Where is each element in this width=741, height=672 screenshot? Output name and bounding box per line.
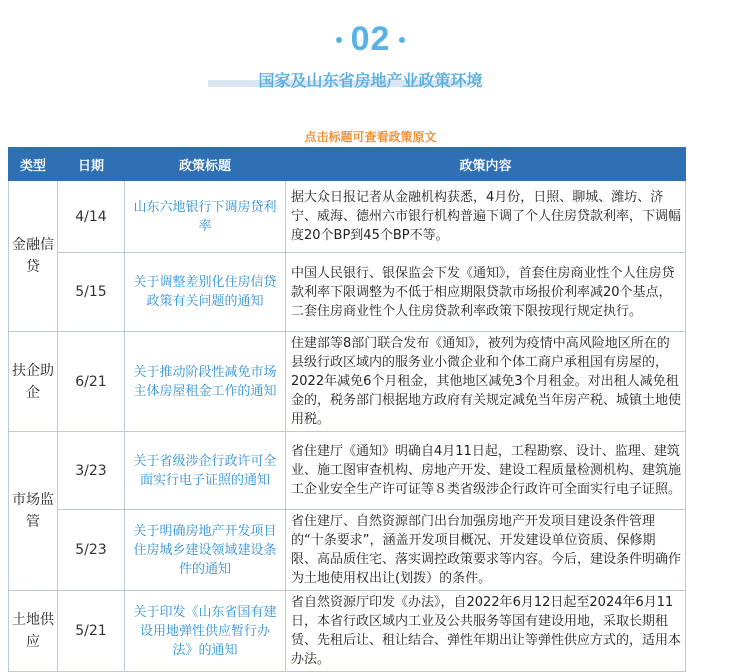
header-date: 日期	[58, 148, 125, 181]
content-cell: 省住建厅、自然资源部门出台加强房地产开发项目建设条件管理的“十条要求”，涵盖开发项目概况、开发建设单位资质、保修期限、高品质住宅、落实调控政策要求等内容。今后，建设条件明确作为土地使用权出让(划拨）的条件。	[286, 510, 686, 591]
header-title: 政策标题	[125, 148, 286, 181]
title-cell	[125, 253, 286, 332]
table-row	[9, 432, 686, 510]
policy-title-link[interactable]: 山东六地银行下调房贷利率	[133, 199, 277, 234]
policy-title-link[interactable]: 关于省级涉企行政许可全面实行电子证照的通知	[133, 453, 277, 488]
section-title-wrap	[0, 68, 741, 93]
date-cell: 3/23	[58, 432, 125, 510]
type-cell: 扶企助企	[9, 332, 58, 432]
table-row	[9, 332, 686, 432]
type-cell: 土地供应	[9, 591, 58, 672]
header-type: 类型	[9, 148, 58, 181]
type-cell: 市场监管	[9, 432, 58, 591]
policy-title-link[interactable]: 关于调整差别化住房信贷政策有关问题的通知	[133, 275, 277, 309]
policy-title-link[interactable]: 关于印发《山东省国有建设用地弹性供应暂行办法》的通知	[133, 604, 277, 658]
content-cell: 中国人民银行、银保监会下发《通知》，首套住房商业性个人住房贷款利率下限调整为不低于相应期限贷款市场报价利率减20个基点，二套住房商业性个人住房贷款利率政策下限按现行规定执行。	[286, 253, 686, 332]
table-header-row	[9, 148, 686, 181]
table-row	[9, 510, 686, 591]
policy-title-link[interactable]: 关于推动阶段性减免市场主体房屋租金工作的通知	[133, 364, 277, 399]
title-cell	[125, 591, 286, 672]
table-row	[9, 253, 686, 332]
content-cell: 据大众日报记者从金融机构获悉，4月份，日照、聊城、潍坊、济宁、威海、德州六市银行机构普遍下调了个人住房贷款利率，下调幅度20个BP到45个BP不等。	[286, 181, 686, 253]
header-content: 政策内容	[286, 148, 686, 181]
type-cell: 金融信贷	[9, 181, 58, 332]
date-cell: 6/21	[58, 332, 125, 432]
table-row	[9, 181, 686, 253]
title-cell	[125, 181, 286, 253]
content-cell: 省自然资源厅印发《办法》，自2022年6月12日起至2024年6月11日，本省行政区域内工业及公共服务等国有建设用地，采取长期租赁、先租后让、租让结合、弹性年期出让等弹性供应方式的，适用本办法。	[286, 591, 686, 672]
dot-right-icon	[399, 37, 405, 43]
date-cell: 5/15	[58, 253, 125, 332]
policy-table	[8, 147, 686, 672]
date-cell: 5/21	[58, 591, 125, 672]
dot-left-icon	[336, 37, 342, 43]
date-cell: 4/14	[58, 181, 125, 253]
date-cell: 5/23	[58, 510, 125, 591]
section-number: 02	[350, 20, 391, 58]
section-number-row	[0, 20, 741, 59]
title-cell	[125, 332, 286, 432]
tip-text: 点击标题可查看政策原文	[304, 130, 437, 144]
title-cell	[125, 432, 286, 510]
policy-title-link[interactable]: 关于明确房地产开发项目住房城乡建设领域建设条件的通知	[133, 523, 277, 577]
section-header	[0, 0, 741, 144]
content-cell: 住建部等8部门联合发布《通知》，被列为疫情中高风险地区所在的县级行政区域内的服务业小微企业和个体工商户承租国有房屋的，2022年减免6个月租金，其他地区减免3个月租金。对出租人减免租金的，税务部门根据地方政府有关规定减免当年房产税、城镇土地使用税。	[286, 332, 686, 432]
title-cell	[125, 510, 286, 591]
section-title: 国家及山东省房地产业政策环境	[258, 71, 483, 90]
table-row	[9, 591, 686, 672]
content-cell: 省住建厅《通知》明确自4月11日起，工程勘察、设计、监理、建筑业、施工图审查机构、房地产开发、建设工程质量检测机构、建筑施工企业安全生产许可证等８类省级涉企行政许可全面实行电子证照。	[286, 432, 686, 510]
